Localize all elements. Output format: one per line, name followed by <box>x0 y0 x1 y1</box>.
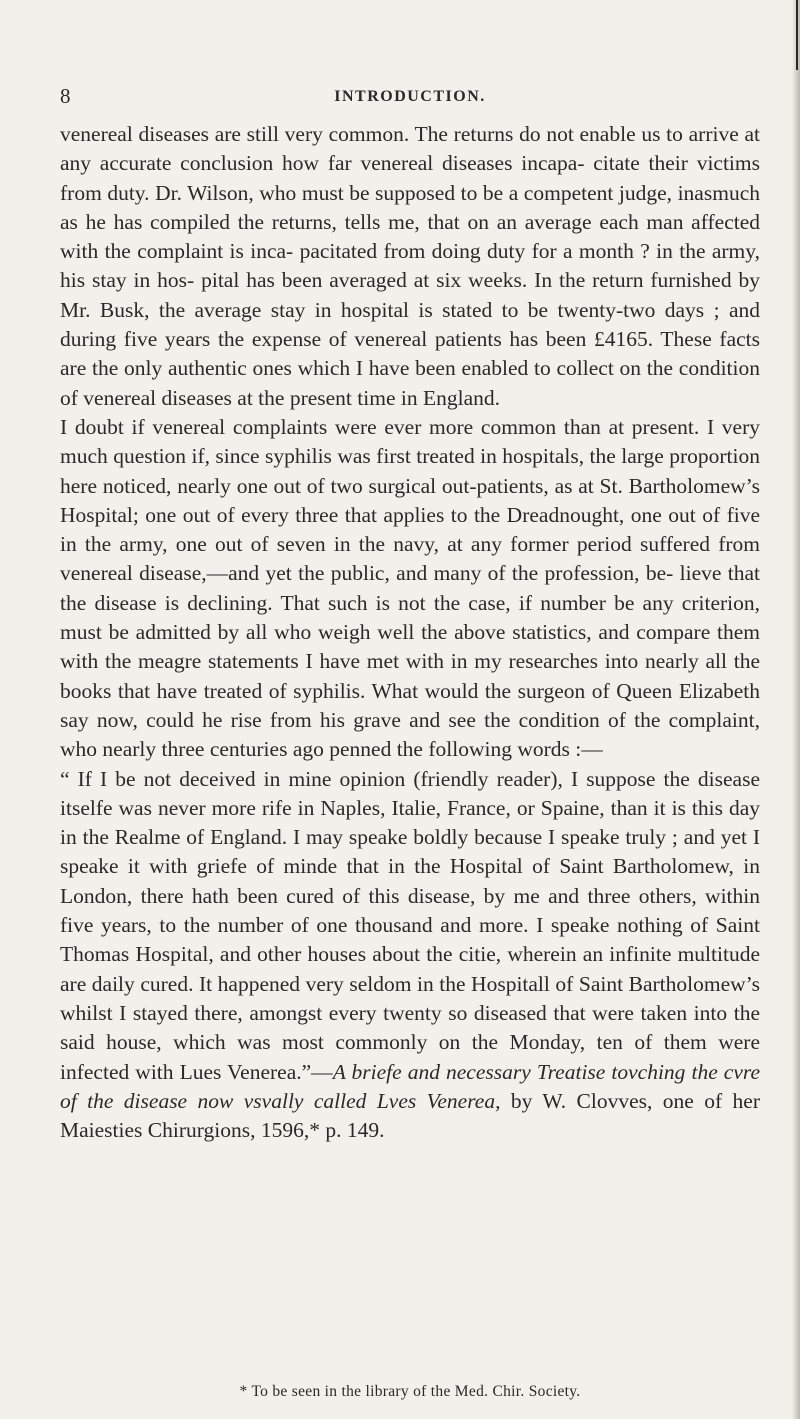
paragraph-1: venereal diseases are still very common. The returns do not enable us to arrive at any accurate conclusion how far venereal diseases incapa- citate their victims from duty. Dr. Wilson, who must be supposed to be a competent judge, inasmuch as he has compiled the returns, tells me, that on an average each man affected with the complaint is inca- pacitated from doing duty for a month ? in the army, his stay in hos- pital has been averaged at six weeks. In the return furnished by Mr. Busk, the average stay in hospital is stated to be twenty-two days ; and during five years the expense of venereal patients has been £4165. These facts are the only authentic ones which I have been enabled to collect on the condition of venereal diseases at the present time in England. <box>60 122 760 410</box>
quotation-text: “ If I be not deceived in mine opinion (friendly reader), I suppose the disease itselfe was never more rife in Naples, Italie, France, or Spaine, than it is this day in the Realme of England. I may speake boldly because I speake truly ; and yet I speake it with griefe of minde that in the Hospital of Saint Bartholomew, in London, there hath been cured of this disease, by me and three others, within five years, to the number of one thousand and more. I speake nothing of Saint Thomas Hospital, and other houses about the citie, wherein an infinite multitude are daily cured. It happened very seldom in the Hospitall of Saint Bartholomew’s whilst I stayed there, amongst every twenty so diseased that were taken into the said house, which was most commonly on the Monday, ten of them were infected with Lues Venerea.”— <box>60 766 760 1084</box>
page-edge-shadow <box>792 0 800 1419</box>
paragraph-3-quotation <box>60 765 760 1146</box>
page-number: 8 <box>60 84 71 108</box>
body-text <box>60 120 760 1145</box>
paragraph-2: I doubt if venereal complaints were ever more common than at present. I very much question if, since syphilis was first treated in hospitals, the large proportion here noticed, nearly one out of two surgical out-patients, as at St. Bartholomew’s Hospital; one out of every three that applies to the Dreadnought, one out of five in the army, one out of seven in the navy, at any former period suffered from venereal disease,—and yet the public, and many of the profession, be- lieve that the disease is declining. That such is not the case, if number be any criterion, must be admitted by all who weigh well the above statistics, and compare them with the meagre statements I have met with in my researches into nearly all the books that have treated of syphilis. What would the surgeon of Queen Elizabeth say now, could he rise from his grave and see the condition of the complaint, who nearly three centuries ago penned the following words :— <box>60 414 760 762</box>
edge-mark <box>796 0 798 70</box>
footnote: * To be seen in the library of the Med. Chir. Society. <box>239 1383 581 1400</box>
citation-details: by W. Clovves, one of her Maiesties Chirurgions, 1596,* p. 149. <box>60 1088 760 1143</box>
page-header <box>60 84 760 108</box>
citation-title: A briefe and necessary Treatise tovching the cvre of the disease now vsvally called Lves Venerea, <box>60 1059 760 1113</box>
running-head: INTRODUCTION. <box>334 88 486 105</box>
